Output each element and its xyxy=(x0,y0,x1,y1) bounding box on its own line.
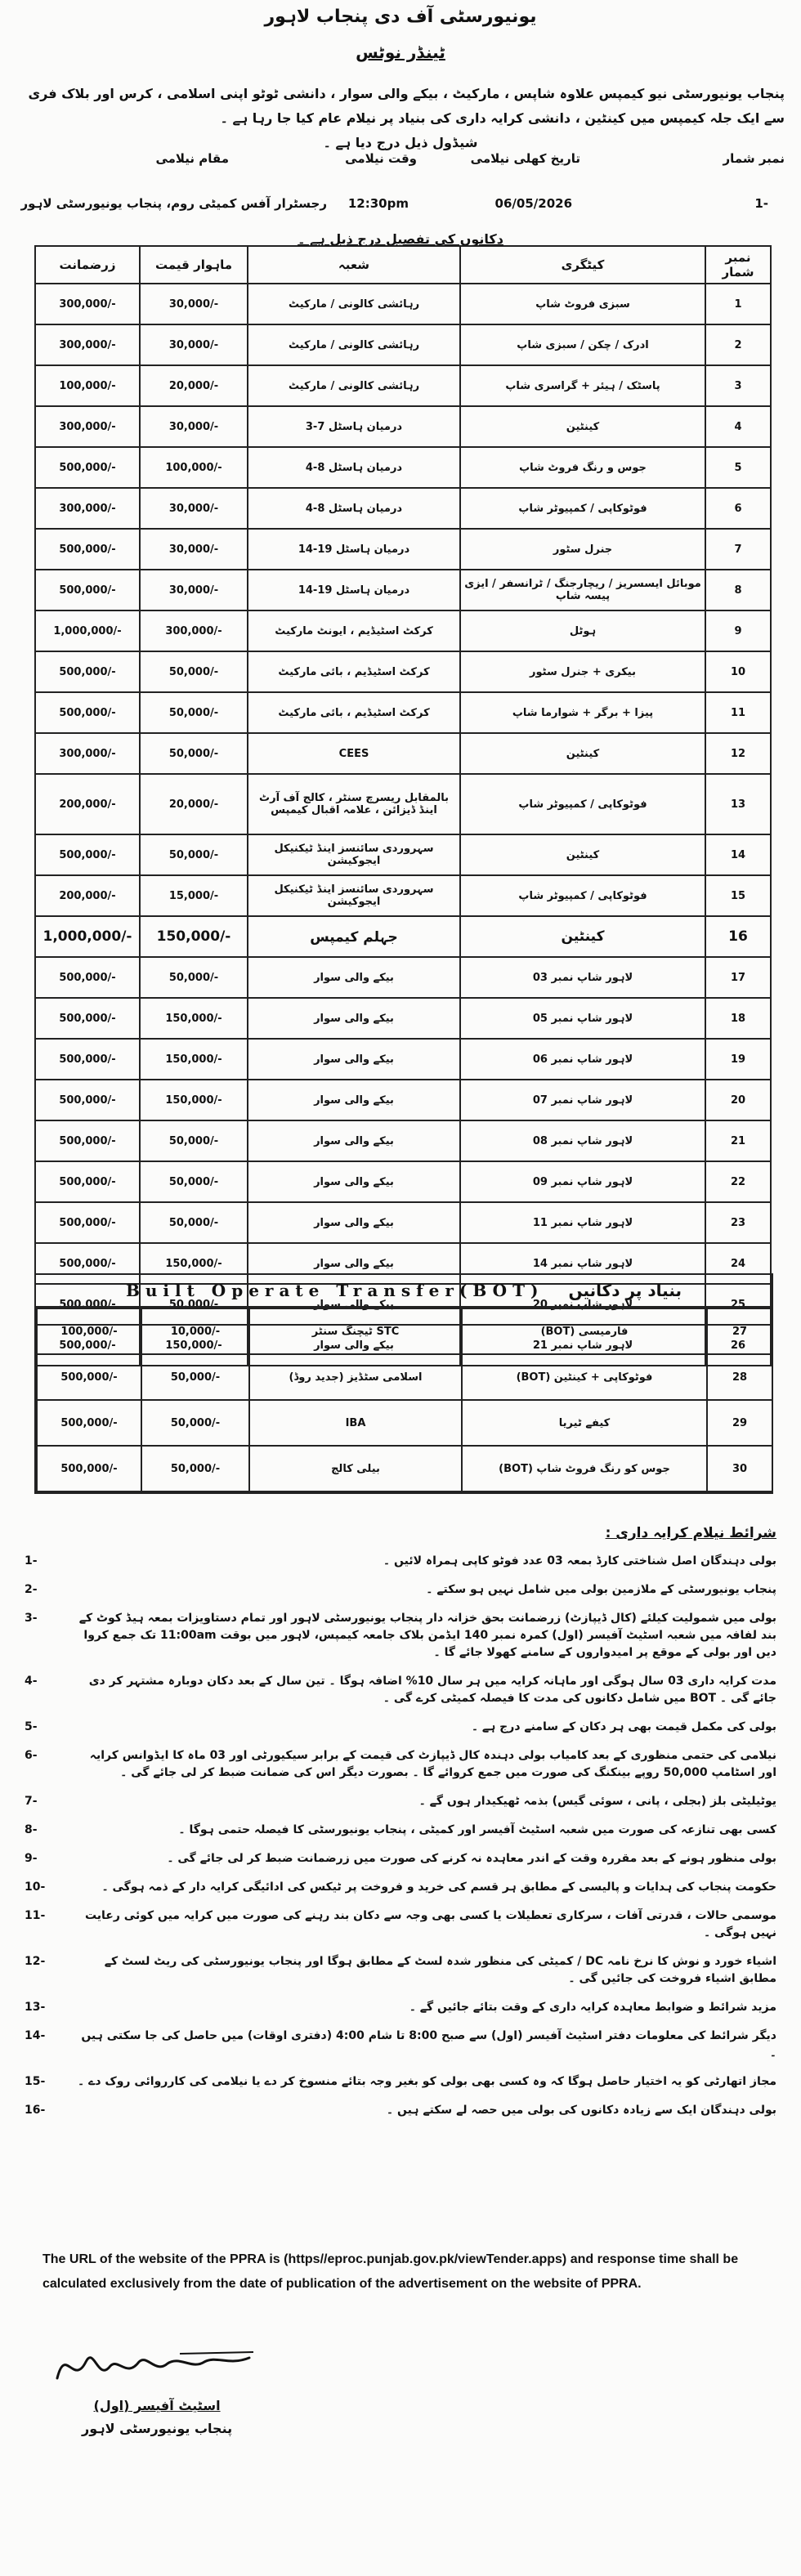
section-cell: درمیان ہاسٹل 19-14 xyxy=(248,529,460,570)
security-cell: 300,000/- xyxy=(35,406,140,447)
schedule-sr: 1- xyxy=(754,196,768,211)
term-item xyxy=(25,1793,776,1810)
rent-cell: 50,000/- xyxy=(140,1161,248,1202)
section-cell: کرکٹ اسٹیڈیم ، ایونٹ مارکیٹ xyxy=(248,610,460,651)
schedule-time: 12:30pm xyxy=(347,196,409,211)
term-text: بولی منظور ہونے کے بعد مقررہ وقت کے اندر معاہدہ نہ کرنے کی صورت میں زرضمانت ضبط کر لی جائے گی ۔ xyxy=(167,1852,776,1865)
category-cell: لاہور شاپ نمبر 05 xyxy=(460,998,705,1039)
rent-cell: 15,000/- xyxy=(140,875,248,916)
sr-cell: 24 xyxy=(705,1243,771,1284)
table-row xyxy=(35,365,771,406)
sr-cell: 11 xyxy=(705,692,771,733)
rent-cell: 30,000/- xyxy=(140,284,248,324)
rent-cell: 30,000/- xyxy=(140,529,248,570)
rent-cell: 300,000/- xyxy=(140,610,248,651)
category-cell: کینٹین xyxy=(460,406,705,447)
table-row xyxy=(37,1308,772,1354)
security-cell: 500,000/- xyxy=(35,1202,140,1243)
rent-cell: 50,000/- xyxy=(141,1354,249,1400)
security-cell: 500,000/- xyxy=(35,651,140,692)
sr-cell: 29 xyxy=(707,1400,772,1446)
header-security: زرضمانت xyxy=(35,246,140,284)
table-row xyxy=(35,406,771,447)
table-row xyxy=(35,570,771,610)
section-cell: بیکے والی سوار xyxy=(248,1120,460,1161)
section-cell: درمیان ہاسٹل 19-14 xyxy=(248,570,460,610)
term-text: بولی دہندگان اصل شناختی کارڈ بمعہ 03 عدد فوٹو کاپی ہمراہ لائیں ۔ xyxy=(383,1554,776,1568)
category-cell: لاہور شاپ نمبر 14 xyxy=(460,1243,705,1284)
section-cell: بیکے والی سوار xyxy=(248,1284,460,1325)
sr-cell: 13 xyxy=(705,774,771,834)
section-cell: درمیان ہاسٹل 8-4 xyxy=(248,447,460,488)
bot-section xyxy=(34,1273,773,1494)
category-cell: بیکری + جنرل سٹور xyxy=(460,651,705,692)
category-cell: موبائل ایسسریز / ریچارجنگ / ٹرانسفر / ایزی پیسہ شاپ xyxy=(460,570,705,610)
category-cell: لاہور شاپ نمبر 21 xyxy=(460,1325,705,1366)
rent-cell: 100,000/- xyxy=(140,447,248,488)
term-item xyxy=(25,1879,776,1896)
header-rent: ماہوار قیمت xyxy=(140,246,248,284)
term-number: 5- xyxy=(25,1720,38,1733)
section-cell: سہروردی سائنسز اینڈ ٹیکنیکل ایجوکیشن xyxy=(248,834,460,875)
category-cell: لاہور شاپ نمبر 03 xyxy=(460,957,705,998)
table-row xyxy=(35,1202,771,1243)
term-item xyxy=(25,2073,776,2091)
header-category: کیٹگری xyxy=(460,246,705,284)
sr-cell: 17 xyxy=(705,957,771,998)
security-cell: 300,000/- xyxy=(35,488,140,529)
sr-cell: 18 xyxy=(705,998,771,1039)
rent-cell: 150,000/- xyxy=(140,1039,248,1080)
section-cell: سہروردی سائنسز اینڈ ٹیکنیکل ایجوکیشن xyxy=(248,875,460,916)
rent-cell: 50,000/- xyxy=(140,957,248,998)
section-cell: STC ٹیچنگ سنٹر xyxy=(249,1308,462,1354)
sr-cell: 22 xyxy=(705,1161,771,1202)
category-cell: سبزی فروٹ شاپ xyxy=(460,284,705,324)
category-cell: کینٹین xyxy=(460,916,705,957)
section-cell: CEES xyxy=(248,733,460,774)
security-cell: 500,000/- xyxy=(35,1120,140,1161)
section-cell: رہائشی کالونی / مارکیٹ xyxy=(248,365,460,406)
rent-cell: 50,000/- xyxy=(140,1284,248,1325)
term-text: مزید شرائط و ضوابط معاہدہ کرایہ داری کے وقت بتائے جائیں گے ۔ xyxy=(409,2001,776,2014)
sr-cell: 14 xyxy=(705,834,771,875)
term-number: 15- xyxy=(25,2075,46,2088)
table-row xyxy=(37,1354,772,1400)
officer-university: پنجاب یونیورسٹی لاہور xyxy=(82,2421,233,2436)
notice-title: ٹینڈر نوٹس xyxy=(356,42,445,62)
bot-title xyxy=(36,1275,772,1308)
section-cell: بیکے والی سوار xyxy=(248,1202,460,1243)
category-cell: لاہور شاپ نمبر 08 xyxy=(460,1120,705,1161)
security-cell: 500,000/- xyxy=(35,1325,140,1366)
table-row xyxy=(35,834,771,875)
sr-cell: 10 xyxy=(705,651,771,692)
table-row xyxy=(35,447,771,488)
term-number: 4- xyxy=(25,1675,38,1688)
shops-table-body xyxy=(35,284,771,1366)
section-cell: بیکے والی سوار xyxy=(248,1325,460,1366)
term-text: یوٹیلیٹی بلز (بجلی ، پانی ، سوئی گیس) بذمہ ٹھیکیدار ہوں گے ۔ xyxy=(418,1795,776,1808)
security-cell: 500,000/- xyxy=(37,1400,141,1446)
table-row xyxy=(35,916,771,957)
rent-cell: 30,000/- xyxy=(140,488,248,529)
term-item xyxy=(25,1673,776,1707)
term-number: 13- xyxy=(25,2001,46,2014)
section-cell: بیکے والی سوار xyxy=(248,1039,460,1080)
category-cell: لاہور شاپ نمبر 11 xyxy=(460,1202,705,1243)
security-cell: 100,000/- xyxy=(35,365,140,406)
rent-cell: 50,000/- xyxy=(140,834,248,875)
rent-cell: 50,000/- xyxy=(140,1120,248,1161)
term-item xyxy=(25,1999,776,2016)
security-cell: 300,000/- xyxy=(35,324,140,365)
table-row xyxy=(35,774,771,834)
details-title: دکانوں کی تفصیل درج ذیل ہے ۔ xyxy=(298,231,503,247)
sr-cell: 6 xyxy=(705,488,771,529)
category-cell: لاہور شاپ نمبر 09 xyxy=(460,1161,705,1202)
sr-cell: 23 xyxy=(705,1202,771,1243)
category-cell: ہوٹل xyxy=(460,610,705,651)
schedule-col-place: مقام نیلامی xyxy=(155,151,229,166)
table-row xyxy=(35,692,771,733)
term-item xyxy=(25,1907,776,1942)
sr-cell: 1 xyxy=(705,284,771,324)
security-cell: 200,000/- xyxy=(35,774,140,834)
category-cell: جنرل سٹور xyxy=(460,529,705,570)
term-item xyxy=(25,2102,776,2119)
schedule-place: رجسٹرار آفس کمیٹی روم، پنجاب یونیورسٹی لاہور xyxy=(20,196,327,211)
term-number: 11- xyxy=(25,1909,46,1922)
term-item xyxy=(25,1581,776,1599)
security-cell: 1,000,000/- xyxy=(35,610,140,651)
term-number: 10- xyxy=(25,1881,46,1894)
security-cell: 200,000/- xyxy=(35,875,140,916)
rent-cell: 50,000/- xyxy=(140,692,248,733)
table-row xyxy=(35,488,771,529)
bot-title-ur: بنیاد پر دکانیں xyxy=(568,1281,682,1300)
table-row xyxy=(37,1446,772,1491)
section-cell: بیکے والی سوار xyxy=(248,1161,460,1202)
rent-cell: 50,000/- xyxy=(140,651,248,692)
bot-table-body xyxy=(37,1308,772,1491)
terms-heading: شرائط نیلام کرایہ داری : xyxy=(605,1525,776,1541)
officer-title: اسٹیٹ آفیسر (اول) xyxy=(93,2398,221,2413)
term-number: 1- xyxy=(25,1554,38,1568)
section-cell: بیلی کالج xyxy=(249,1446,462,1491)
category-cell: کیفے ٹیریا xyxy=(462,1400,707,1446)
rent-cell: 150,000/- xyxy=(140,1243,248,1284)
rent-cell: 20,000/- xyxy=(140,365,248,406)
rent-cell: 30,000/- xyxy=(140,570,248,610)
schedule-col-date: تاریخ کھلی نیلامی xyxy=(470,151,580,166)
intro-paragraph: پنجاب یونیورسٹی نیو کیمپس علاوہ شاپس ، مارکیٹ ، بیکے والی سوار ، دانشی ٹوٹو اپنی اسلامی ، کرس اور بلاک فری سے ایک جلہ کیمپس میں کینٹین ، دانشی کرایہ داری کی بنیاد پر نیلام عام کیا جا رہا ہے ۔ شیڈول ذیل درج دیا ہے ۔ xyxy=(28,86,785,150)
security-cell: 500,000/- xyxy=(35,1080,140,1120)
term-number: 12- xyxy=(25,1955,46,1968)
security-cell: 500,000/- xyxy=(35,1243,140,1284)
sr-cell: 16 xyxy=(705,916,771,957)
term-text: دیگر شرائط کی معلومات دفتر اسٹیٹ آفیسر (اول) سے صبح 8:00 تا شام 4:00 (دفتری اوقات) میں حاصل کی جا سکتی ہیں ۔ xyxy=(81,2029,776,2059)
header-sr: نمبر شمار xyxy=(705,246,771,284)
term-text: اشیاء خورد و نوش کا نرخ نامہ DC / کمیٹی کی منظور شدہ لسٹ کے مطابق ہوگا اور پنجاب یونیورسٹی کی ریٹ لسٹ کے مطابق اشیاء فروخت کی جائیں گی ۔ xyxy=(104,1955,776,1985)
sr-cell: 28 xyxy=(707,1354,772,1400)
section-cell: رہائشی کالونی / مارکیٹ xyxy=(248,284,460,324)
term-item xyxy=(25,1610,776,1661)
term-text: بولی میں شمولیت کیلئے (کال ڈیپازٹ) زرضمانت بحق خزانہ دار پنجاب یونیورسٹی لاہور اور تمام دستاویزات بمعہ ہیڈ کوٹ کے بند لفافہ میں شعبہ اسٹیٹ آفیسر (اول) کمرہ نمبر 140 ایڈمن بلاک جامعہ کیمپس، لاہور میں بوقت 11:00am تک جمع کروا دیں اور بولی کے موقع پر امیدواروں کے سامنے کھولا جائے گا ۔ xyxy=(78,1612,776,1659)
category-cell: لاہور شاپ نمبر 06 xyxy=(460,1039,705,1080)
table-row xyxy=(35,1161,771,1202)
header-section: شعبہ xyxy=(248,246,460,284)
security-cell: 500,000/- xyxy=(37,1354,141,1400)
sr-cell: 20 xyxy=(705,1080,771,1120)
term-text: کسی بھی تنازعہ کی صورت میں شعبہ اسٹیٹ آفیسر اور کمیٹی ، پنجاب یونیورسٹی کا فیصلہ حتمی ہوگا ۔ xyxy=(178,1823,776,1836)
sr-cell: 25 xyxy=(705,1284,771,1325)
schedule-col-time: وقت نیلامی xyxy=(345,151,417,166)
security-cell: 500,000/- xyxy=(35,570,140,610)
term-text: بولی کی مکمل قیمت بھی ہر دکان کے سامنے درج ہے ۔ xyxy=(471,1720,776,1733)
term-number: 6- xyxy=(25,1749,38,1762)
rent-cell: 10,000/- xyxy=(141,1308,249,1354)
security-cell: 1,000,000/- xyxy=(35,916,140,957)
term-text: پنجاب یونیورسٹی کے ملازمین بولی میں شامل نہیں ہو سکتے ۔ xyxy=(426,1583,776,1596)
section-cell: کرکٹ اسٹیڈیم ، بائی مارکیٹ xyxy=(248,692,460,733)
terms-list xyxy=(25,1553,776,2131)
rent-cell: 30,000/- xyxy=(140,406,248,447)
term-number: 2- xyxy=(25,1583,38,1596)
section-cell: بیکے والی سوار xyxy=(248,1080,460,1120)
section-cell: بالمقابل ریسرچ سنٹر ، کالج آف آرٹ اینڈ ڈیزائن ، علامہ اقبال کیمپس xyxy=(248,774,460,834)
security-cell: 100,000/- xyxy=(37,1308,141,1354)
sr-cell: 12 xyxy=(705,733,771,774)
term-number: 9- xyxy=(25,1852,38,1865)
term-number: 7- xyxy=(25,1795,38,1808)
security-cell: 300,000/- xyxy=(35,284,140,324)
table-row xyxy=(35,1080,771,1120)
term-number: 8- xyxy=(25,1823,38,1836)
term-text: بولی دہندگان ایک سے زیادہ دکانوں کی بولی میں حصہ لے سکتے ہیں ۔ xyxy=(386,2104,776,2117)
security-cell: 500,000/- xyxy=(35,1284,140,1325)
category-cell: ادرک / چکن / سبزی شاپ xyxy=(460,324,705,365)
table-row xyxy=(35,529,771,570)
rent-cell: 150,000/- xyxy=(140,998,248,1039)
sr-cell: 8 xyxy=(705,570,771,610)
section-cell: IBA xyxy=(249,1400,462,1446)
rent-cell: 150,000/- xyxy=(140,916,248,957)
security-cell: 500,000/- xyxy=(35,447,140,488)
sr-cell: 27 xyxy=(707,1308,772,1354)
table-row xyxy=(35,733,771,774)
table-row xyxy=(35,610,771,651)
category-cell: فوٹوکاپی + کینٹین (BOT) xyxy=(462,1354,707,1400)
term-item xyxy=(25,1850,776,1867)
sr-cell: 5 xyxy=(705,447,771,488)
table-row xyxy=(35,1039,771,1080)
sr-cell: 9 xyxy=(705,610,771,651)
rent-cell: 50,000/- xyxy=(140,733,248,774)
sr-cell: 26 xyxy=(705,1325,771,1366)
term-item xyxy=(25,1953,776,1988)
security-cell: 500,000/- xyxy=(37,1446,141,1491)
category-cell: فارمیسی (BOT) xyxy=(462,1308,707,1354)
category-cell: فوٹوکاپی / کمپیوٹر شاپ xyxy=(460,774,705,834)
table-row xyxy=(37,1400,772,1446)
security-cell: 500,000/- xyxy=(35,834,140,875)
category-cell: پاسٹک / ہیئر + گراسری شاپ xyxy=(460,365,705,406)
schedule-date: 06/05/2026 xyxy=(494,196,572,211)
term-number: 14- xyxy=(25,2029,46,2042)
security-cell: 300,000/- xyxy=(35,733,140,774)
section-cell: درمیان ہاسٹل 7-3 xyxy=(248,406,460,447)
bot-table xyxy=(36,1308,773,1492)
category-cell: فوٹوکاپی / کمپیوٹر شاپ xyxy=(460,488,705,529)
term-text: حکومت پنجاب کی ہدایات و پالیسی کے مطابق ہر قسم کی خرید و فروخت پر ٹیکس کی ادائیگی کرایہ دار کے ذمہ ہوگی ۔ xyxy=(101,1881,776,1894)
table-row xyxy=(35,998,771,1039)
rent-cell: 50,000/- xyxy=(141,1400,249,1446)
term-item xyxy=(25,1822,776,1839)
table-row xyxy=(35,651,771,692)
table-row xyxy=(35,957,771,998)
schedule-col-sr: نمبر شمار xyxy=(723,151,785,166)
category-cell: کینٹین xyxy=(460,834,705,875)
section-cell: بیکے والی سوار xyxy=(248,998,460,1039)
term-text: مدت کرایہ داری 03 سال ہوگی اور ماہانہ کرایہ میں ہر سال 10% اضافہ ہوگا ۔ تین سال کے بعد دکان دوبارہ مشتہر کر دی جائے گی ۔ BOT میں شامل دکانوں کی مدت کا فیصلہ کمیٹی کرے گی ۔ xyxy=(88,1675,776,1705)
security-cell: 500,000/- xyxy=(35,1161,140,1202)
category-cell: لاہور شاپ نمبر 20 xyxy=(460,1284,705,1325)
security-cell: 500,000/- xyxy=(35,957,140,998)
term-item xyxy=(25,2028,776,2062)
section-cell: بیکے والی سوار xyxy=(248,1243,460,1284)
term-item xyxy=(25,1719,776,1736)
sr-cell: 3 xyxy=(705,365,771,406)
rent-cell: 20,000/- xyxy=(140,774,248,834)
sr-cell: 4 xyxy=(705,406,771,447)
rent-cell: 30,000/- xyxy=(140,324,248,365)
table-row xyxy=(35,284,771,324)
security-cell: 500,000/- xyxy=(35,1039,140,1080)
category-cell: جوس کو رنگ فروٹ شاپ (BOT) xyxy=(462,1446,707,1491)
security-cell: 500,000/- xyxy=(35,692,140,733)
sr-cell: 30 xyxy=(707,1446,772,1491)
category-cell: لاہور شاپ نمبر 07 xyxy=(460,1080,705,1120)
category-cell: پیزا + برگر + شوارما شاپ xyxy=(460,692,705,733)
section-cell: اسلامی سٹڈیز (جدید روڈ) xyxy=(249,1354,462,1400)
term-text: مجاز اتھارٹی کو یہ اختیار حاصل ہوگا کہ وہ کسی بھی بولی کو بغیر وجہ بتائے منسوخ کر دے یا نیلامی کی کارروائی روک دے ۔ xyxy=(78,2075,776,2088)
sr-cell: 2 xyxy=(705,324,771,365)
sr-cell: 15 xyxy=(705,875,771,916)
section-cell: درمیان ہاسٹل 8-4 xyxy=(248,488,460,529)
sr-cell: 21 xyxy=(705,1120,771,1161)
table-row xyxy=(35,875,771,916)
table-row xyxy=(35,324,771,365)
term-text: نیلامی کی حتمی منظوری کے بعد کامیاب بولی دہندہ کال ڈیپازٹ کی قیمت کے برابر سیکیورٹی اور 03 ماہ کا ایڈوانس کرایہ اور اسٹامپ 50,000 روپے بینکنگ کی صورت میں جمع کروائے گا ۔ بصورت دیگر اس کی ضمانت ضبط کر لی جائے گی ۔ xyxy=(89,1749,776,1779)
section-cell: رہائشی کالونی / مارکیٹ xyxy=(248,324,460,365)
university-title: یونیورسٹی آف دی پنجاب لاہور xyxy=(264,7,537,27)
term-text: موسمی حالات ، قدرتی آفات ، سرکاری تعطیلات یا کسی بھی وجہ سے دکان بند رہنے کی صورت میں کرایہ میں کوئی رعایت نہیں ہوگی ۔ xyxy=(84,1909,776,1939)
ppra-url-paragraph: The URL of the website of the PPRA is (https//eproc.punjab.gov.pk/viewTender.apps) and response time shall be calculated exclusively from the date of publication of the advertisement on the website of PPRA. xyxy=(43,2252,739,2291)
table-header-row xyxy=(35,246,771,284)
sr-cell: 19 xyxy=(705,1039,771,1080)
sr-cell: 7 xyxy=(705,529,771,570)
term-number: 3- xyxy=(25,1612,38,1625)
rent-cell: 50,000/- xyxy=(140,1202,248,1243)
section-cell: جہلم کیمپس xyxy=(248,916,460,957)
rent-cell: 50,000/- xyxy=(141,1446,249,1491)
rent-cell: 150,000/- xyxy=(140,1080,248,1120)
term-number: 16- xyxy=(25,2104,46,2117)
category-cell: فوٹوکاپی / کمپیوٹر شاپ xyxy=(460,875,705,916)
section-cell: کرکٹ اسٹیڈیم ، بائی مارکیٹ xyxy=(248,651,460,692)
term-item xyxy=(25,1747,776,1782)
shops-table xyxy=(34,245,772,1366)
rent-cell: 150,000/- xyxy=(140,1325,248,1366)
term-item xyxy=(25,1553,776,1570)
security-cell: 500,000/- xyxy=(35,529,140,570)
sign-off xyxy=(82,2395,232,2440)
security-cell: 500,000/- xyxy=(35,998,140,1039)
section-cell: بیکے والی سوار xyxy=(248,957,460,998)
category-cell: جوس و رنگ فروٹ شاپ xyxy=(460,447,705,488)
bot-title-en: Built Operate Transfer(BOT) xyxy=(125,1281,544,1300)
category-cell: کینٹین xyxy=(460,733,705,774)
signature xyxy=(49,2337,262,2395)
table-row xyxy=(35,1120,771,1161)
